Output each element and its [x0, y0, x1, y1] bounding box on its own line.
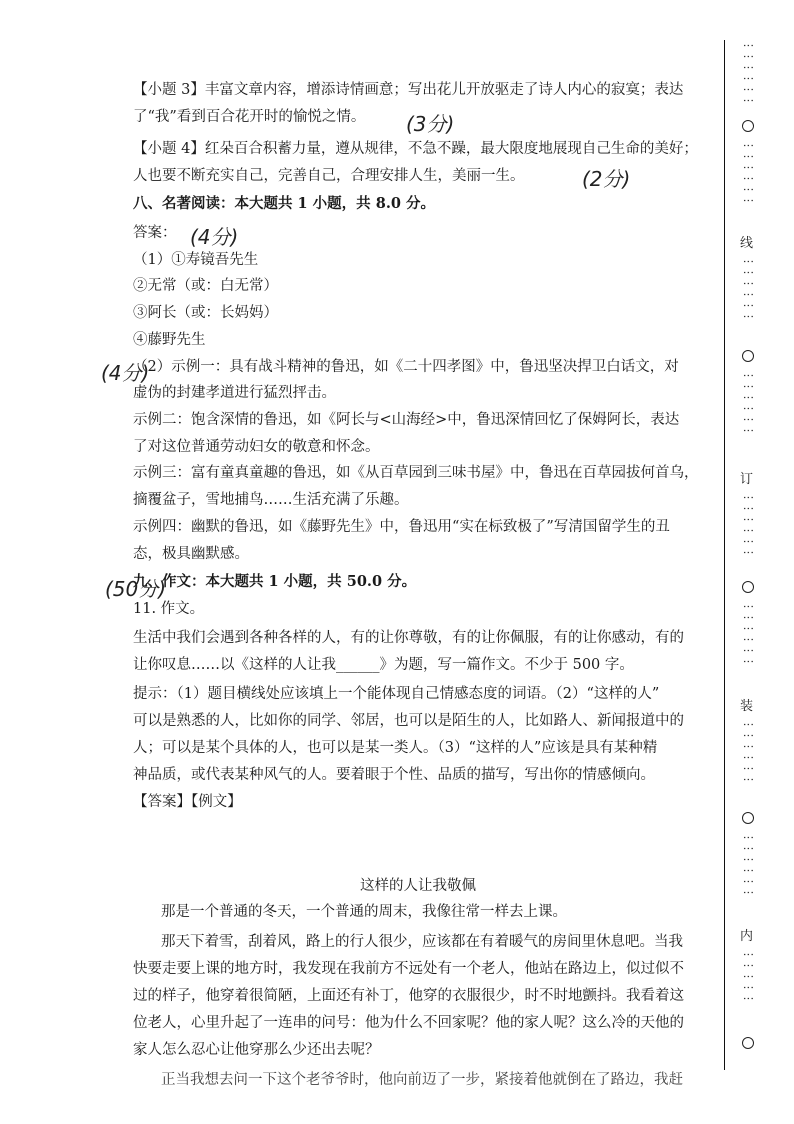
section-heading: 八、名著阅读：本大题共 1 小题，共 8.0 分。: [133, 195, 436, 212]
text-line: 【答案】【例文】: [133, 794, 242, 810]
text-line: 虚伪的封建孝道进行猛烈抨击。: [133, 385, 336, 401]
handwritten-score-essay: (50分): [105, 577, 167, 601]
binding-hole-marker: [742, 350, 754, 362]
dotted-line: ⋮⋮⋮⋮⋮⋮: [742, 40, 755, 106]
dotted-line: ⋮⋮⋮⋮⋮⋮: [742, 601, 755, 667]
text-line: 11. 作文。: [133, 601, 205, 617]
text-line: （2）示例一：具有战斗精神的鲁迅，如《二十四孝图》中，鲁迅坚决捍卫白话文，对: [133, 359, 679, 375]
binding-hole-marker: [742, 120, 754, 132]
text-line: （1）①寿镜吾先生: [133, 252, 259, 268]
text-line: 生活中我们会遇到各种各样的人，有的让你尊敬，有的让你佩服，有的让你感动，有的: [133, 630, 684, 646]
text-line: 答案：: [133, 225, 177, 241]
text-line: ③阿长（或：长妈妈）: [133, 305, 278, 321]
binding-hole-marker: [742, 1037, 754, 1049]
text-line: 了对这位普通劳动妇女的敬意和怀念。: [133, 439, 380, 455]
text-line: 【小题 4】红朵百合积蓄力量，遵从规律，不急不躁，最大限度地展现自己生命的美好；: [133, 141, 698, 157]
essay-line: 位老人，心里升起了一连串的问号：他为什么不回家呢？他的家人呢？这么冷的天他的: [133, 1015, 684, 1031]
handwritten-score-part2: (4分): [101, 361, 150, 385]
binding-char-zhuang: 装: [740, 699, 754, 714]
handwritten-score-answer: (4分): [190, 225, 239, 249]
text-line: 了“我”看到百合花开时的愉悦之情。: [133, 109, 366, 125]
text-line: 可以是熟悉的人，比如你的同学、邻居，也可以是陌生的人，比如路人、新闻报道中的: [133, 713, 684, 729]
dotted-line: ⋮⋮⋮⋮⋮⋮: [742, 256, 755, 322]
text-line: 【小题 3】丰富文章内容，增添诗情画意；写出花儿开放驱走了诗人内心的寂寞；表达: [133, 82, 684, 98]
binding-margin: [712, 40, 772, 1080]
dotted-line: ⋮⋮⋮⋮⋮⋮: [742, 719, 755, 785]
binding-hole-marker: [742, 581, 754, 593]
dotted-line: ⋮⋮⋮⋮⋮⋮: [742, 140, 755, 206]
text-line: 人；可以是某个具体的人，也可以是某一类人。（3）“这样的人”应该是具有某种精: [133, 740, 658, 756]
text-line: 人也要不断充实自己，完善自己，合理安排人生，美丽一生。: [133, 168, 525, 184]
text-line: 神品质，或代表某种风气的人。要着眼于个性、品质的描写，写出你的情感倾向。: [133, 767, 655, 783]
dotted-line: ⋮⋮⋮⋮⋮⋮: [742, 492, 755, 558]
essay-line: 家人怎么忍心让他穿那么少还出去呢？: [133, 1042, 380, 1058]
text-line: ②无常（或：白无常）: [133, 278, 278, 294]
text-line: 示例四：幽默的鲁迅，如《藤野先生》中，鲁迅用“实在标致极了”写清国留学生的丑: [133, 519, 670, 535]
binding-line: [724, 40, 725, 1070]
binding-char-nei: 内: [740, 929, 754, 944]
essay-line: 正当我想去问一下这个老爷爷时，他向前迈了一步，紧接着他就倒在了路边，我赶: [161, 1072, 683, 1088]
dotted-line: ⋮⋮⋮⋮⋮⋮: [742, 370, 755, 436]
section-heading: 九、作文：本大题共 1 小题，共 50.0 分。: [133, 573, 417, 590]
text-line: 示例二：饱含深情的鲁迅，如《阿长与<山海经>中，鲁迅深情回忆了保姆阿长，表达: [133, 412, 680, 428]
handwritten-score-q4: (2分): [582, 167, 631, 191]
text-line: 示例三：富有童真童趣的鲁迅，如《从百草园到三味书屋》中，鲁迅在百草园拔何首乌，: [133, 465, 699, 481]
binding-hole-marker: [742, 812, 754, 824]
dotted-line: ⋮⋮⋮⋮⋮⋮: [742, 832, 755, 898]
essay-line: 那是一个普通的冬天，一个普通的周末，我像往常一样去上课。: [161, 904, 567, 920]
text-line: ④藤野先生: [133, 332, 206, 348]
text-line: 让你叹息……以《这样的人让我______》为题，写一篇作文。不少于 500 字。: [133, 657, 634, 673]
binding-char-ding: 订: [740, 472, 754, 487]
essay-line: 过的样子，他穿着很简陋，上面还有补丁，他穿的衣服很少，时不时地颤抖。我看着这: [133, 988, 684, 1004]
essay-title: 这样的人让我敬佩: [360, 878, 476, 894]
text-line: 态，极具幽默感。: [133, 546, 249, 562]
essay-line: 那天下着雪，刮着风，路上的行人很少，应该都在有着暖气的房间里休息吧。当我: [161, 934, 683, 950]
dotted-line: ⋮⋮⋮⋮⋮: [742, 949, 755, 1004]
essay-line: 快要走要上课的地方时，我发现在我前方不远处有一个老人，他站在路边上，似过似不: [133, 961, 684, 977]
handwritten-score-q3: (3分): [406, 112, 455, 136]
text-line: 提示：（1）题目横线处应该填上一个能体现自己情感态度的词语。（2）“这样的人”: [133, 686, 660, 702]
text-line: 摘覆盆子，雪地捕鸟……生活充满了乐趣。: [133, 492, 409, 508]
binding-char-xian: 线: [740, 236, 754, 251]
